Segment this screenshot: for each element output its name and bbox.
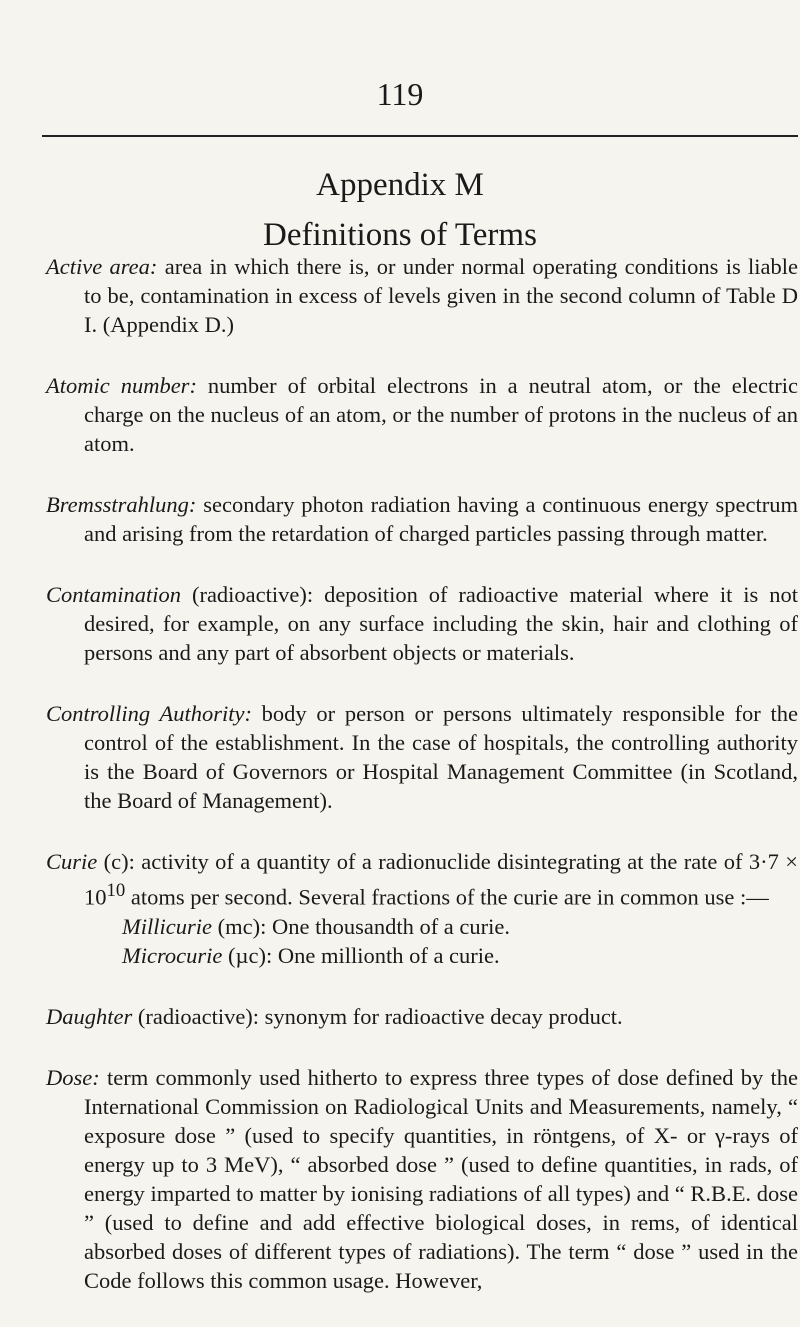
definitions-list xyxy=(46,252,798,1327)
definition-text: term commonly used hitherto to express three types of dose defined by the International Commission on Radiological Units and Measurements, namely, “ exposure dose ” (used to specify quantities, in röntgens, of X- or γ-rays of energy up to 3 MeV), “ absorbed dose ” (used to define quantities, in rads, of energy imparted to matter by ionising radiations of all types) and “ R.B.E. dose ” (used to define and add effective biological doses, in rems, of identical absorbed doses of different types of radiations). The term “ dose ” used in the Code follows this common usage. However, xyxy=(84,1064,798,1293)
exponent: 10 xyxy=(106,880,126,901)
subdefinition-text: (mc): One thousandth of a curie. xyxy=(211,913,511,939)
definition-daughter xyxy=(46,1002,798,1031)
definition-text-cont: atoms per second. Several fractions of the curie are in common use :— xyxy=(125,884,769,910)
appendix-title: Appendix M xyxy=(316,167,484,203)
page-number: 119 xyxy=(376,76,424,112)
definition-term: Active area: xyxy=(46,254,158,279)
definition-term: Dose: xyxy=(46,1064,100,1090)
definition-term: Controlling Authority: xyxy=(46,701,252,726)
definition-controlling-authority xyxy=(46,699,798,815)
definition-text: number of orbital electrons in a neutral atom, or the electric charge on the nucleus of an atom, or the number of protons in the nucleus of an atom. xyxy=(84,373,798,456)
subdefinition-term: Millicurie xyxy=(122,913,212,939)
definition-text: secondary photon radiation having a continuous energy spectrum and arising from the retardation of charged particles passing through matter. xyxy=(84,492,798,546)
definition-bremsstrahlung xyxy=(46,490,798,548)
section-title: Definitions of Terms xyxy=(263,217,537,253)
subdefinition-microcurie xyxy=(84,941,798,970)
definition-term: Daughter xyxy=(46,1003,133,1029)
definition-term: Curie xyxy=(46,849,98,874)
definition-term: Atomic number: xyxy=(46,373,197,398)
subdefinition-millicurie xyxy=(84,912,798,941)
definition-text: (radioactive): deposition of radioactive material where it is not desired, for example, on any surface including the skin, hair and clothing of persons and any part of absorbent objects or materials. xyxy=(84,582,798,665)
definition-text: area in which there is, or under normal operating conditions is liable to be, contamination in excess of levels given in the second column of Table D I. (Appendix D.) xyxy=(84,254,798,337)
definition-curie xyxy=(46,847,798,970)
definition-active-area xyxy=(46,252,798,339)
header-rule xyxy=(42,135,798,137)
subdefinition-term: Microcurie xyxy=(122,942,223,968)
subdefinition-text: (µc): One millionth of a curie. xyxy=(222,942,500,968)
definition-atomic-number xyxy=(46,371,798,458)
definition-contamination xyxy=(46,580,798,667)
definition-text: (radioactive): synonym for radioactive decay product. xyxy=(132,1003,623,1029)
definition-text: (c): activity of a quantity of a radionuclide disintegrating at the rate of 3·7 × 10 xyxy=(84,849,798,910)
definition-term: Contamination xyxy=(46,582,182,607)
definition-dose xyxy=(46,1063,798,1295)
definition-text: body or person or persons ultimately responsible for the control of the establishment. In the case of hospitals, the controlling authority is the Board of Governors or Hospital Management Committee (in Scotland, the Board of Management). xyxy=(84,701,798,813)
definition-term: Bremsstrahlung: xyxy=(46,492,197,517)
